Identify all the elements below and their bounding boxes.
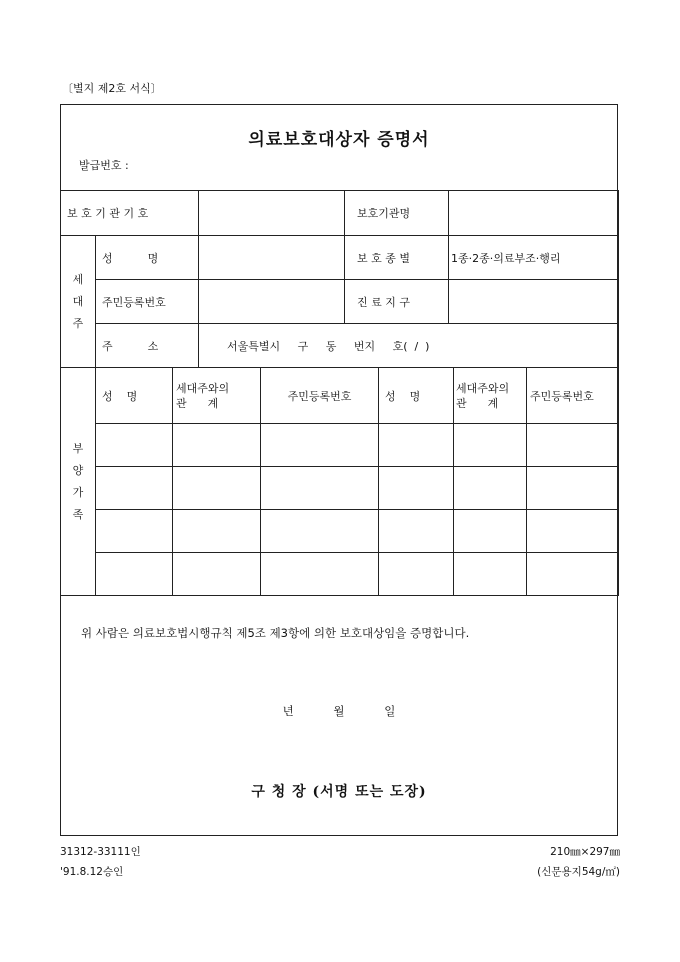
dependent-cell[interactable]: [454, 553, 527, 596]
dependent-cell[interactable]: [261, 424, 379, 467]
dependent-header-name-2: 성 명: [379, 368, 454, 424]
dependent-cell[interactable]: [379, 424, 454, 467]
treatment-district-label: 진 료 지 구: [345, 280, 449, 324]
dependent-cell[interactable]: [527, 510, 619, 553]
dependent-row: [61, 424, 619, 467]
footer-form-code: 31312-33111인: [60, 846, 141, 858]
dependent-cell[interactable]: [261, 553, 379, 596]
dependents-section-label: [61, 368, 96, 596]
date-line: 년 월 일: [282, 704, 396, 718]
householder-name-label: 성 명: [96, 236, 199, 280]
institution-name-label: 보호기관명: [345, 191, 449, 236]
treatment-district-field[interactable]: [449, 280, 619, 324]
dependent-cell[interactable]: [173, 510, 261, 553]
dependent-cell[interactable]: [173, 553, 261, 596]
title-section: [61, 105, 617, 191]
dependent-row: [61, 467, 619, 510]
dependent-header-relation: 세대주와의 관 계: [173, 368, 261, 424]
form-number-label: 〔별지 제2호 서식〕: [62, 82, 162, 95]
householder-section-label: [61, 236, 96, 368]
dependent-cell[interactable]: [96, 467, 173, 510]
dependent-cell[interactable]: [454, 467, 527, 510]
dependent-cell[interactable]: [527, 467, 619, 510]
householder-address-label: 주 소: [96, 324, 199, 368]
certificate-form: [60, 104, 618, 836]
dependents-label-text: 부 양 가 족: [72, 441, 84, 521]
dependent-cell[interactable]: [527, 553, 619, 596]
householder-label-text: 세 대 주: [72, 272, 84, 330]
dependent-cell[interactable]: [379, 510, 454, 553]
dependent-cell[interactable]: [261, 467, 379, 510]
dependents-header-row: [61, 368, 619, 424]
dependent-header-relation-2: 세대주와의 관 계: [454, 368, 527, 424]
dependent-cell[interactable]: [379, 553, 454, 596]
protection-type-options[interactable]: 1종·2종·의료부조·행리: [449, 236, 619, 280]
document-title: 의료보호대상자 증명서: [248, 130, 430, 150]
issue-number-label: 발급번호 :: [79, 159, 129, 172]
institution-name-field[interactable]: [449, 191, 619, 236]
dependent-cell[interactable]: [173, 467, 261, 510]
dependents-table: [60, 367, 619, 596]
signature-line: 구 청 장 (서명 또는 도장): [251, 784, 427, 800]
certification-section: [61, 595, 617, 836]
dependent-cell[interactable]: [527, 424, 619, 467]
protection-type-label: 보 호 종 별: [345, 236, 449, 280]
dependent-cell[interactable]: [454, 424, 527, 467]
dependent-cell[interactable]: [173, 424, 261, 467]
dependent-cell[interactable]: [261, 510, 379, 553]
householder-name-field[interactable]: [199, 236, 345, 280]
dependent-row: [61, 553, 619, 596]
dependent-cell[interactable]: [96, 553, 173, 596]
institution-code-field[interactable]: [199, 191, 345, 236]
householder-table: [60, 190, 619, 368]
dependent-cell[interactable]: [454, 510, 527, 553]
householder-address-field[interactable]: 서울특별시 구 동 번지 호( / ): [199, 324, 619, 368]
dependent-cell[interactable]: [96, 424, 173, 467]
dependent-cell[interactable]: [96, 510, 173, 553]
footer-approval-date: '91.8.12승인: [60, 866, 124, 878]
footer-paper-size: 210㎜×297㎜: [550, 846, 620, 858]
householder-rrn-label: 주민등록번호: [96, 280, 199, 324]
dependent-header-rrn: 주민등록번호: [261, 368, 379, 424]
householder-rrn-field[interactable]: [199, 280, 345, 324]
footer-paper-type: (신문용지54g/㎡): [537, 866, 620, 878]
dependent-cell[interactable]: [379, 467, 454, 510]
dependent-header-rrn-2: 주민등록번호: [527, 368, 619, 424]
dependent-row: [61, 510, 619, 553]
institution-code-label: 보 호 기 관 기 호: [61, 191, 199, 236]
dependent-header-name: 성 명: [96, 368, 173, 424]
certification-statement: 위 사람은 의료보호법시행규칙 제5조 제3항에 의한 보호대상임을 증명합니다.: [81, 626, 470, 640]
